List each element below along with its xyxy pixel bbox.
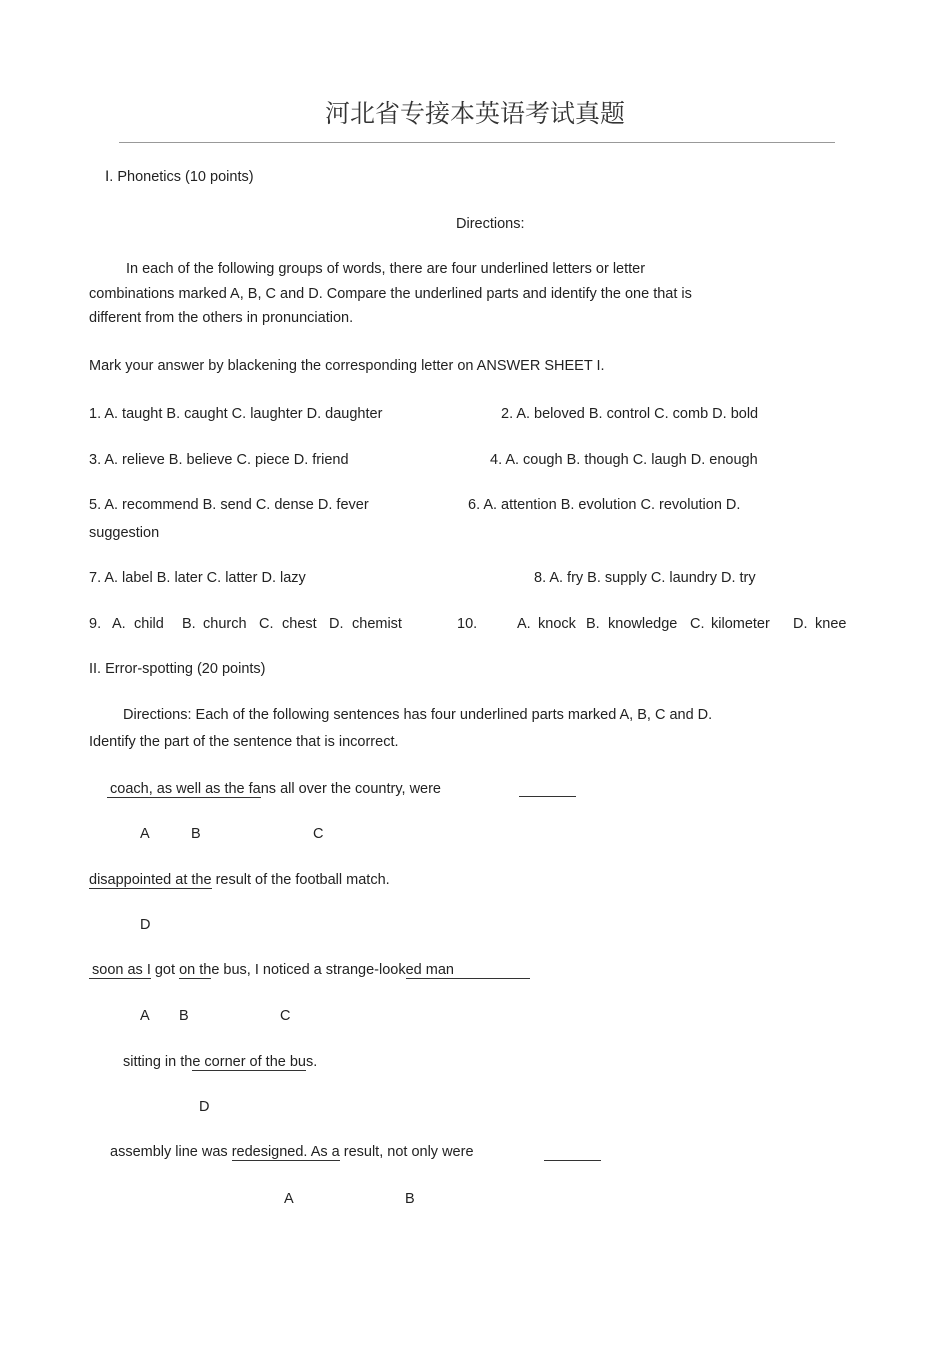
question-9-option-letter: B. xyxy=(182,616,196,632)
question-10-option-letter: C. xyxy=(690,616,705,632)
sentence-2-text-3: sitting in th xyxy=(123,1054,193,1070)
phonetics-directions-line-1: In each of the following groups of words, there are four underlined letters or letter xyxy=(126,261,646,277)
sentence-2-underline-c: ed man xyxy=(406,962,530,979)
sentence-2-label-b: B xyxy=(179,1008,189,1024)
sentence-2-line-1 xyxy=(89,961,530,979)
sentence-1-underline-ab: coach, as well as the fa xyxy=(107,781,261,798)
question-10-option-letter: D. xyxy=(793,616,808,632)
question-5: 5. A. recommend B. send C. dense D. fever xyxy=(89,497,369,513)
question-9-option: chest xyxy=(282,616,317,632)
question-10-option: knock xyxy=(538,616,576,632)
sentence-2-text-4: s. xyxy=(306,1054,318,1070)
sentence-1-label-a: A xyxy=(140,826,150,842)
sentence-1-underline-d: disappointed at the xyxy=(89,872,212,888)
question-10-option: knowledge xyxy=(608,616,678,632)
sentence-1-label-b: B xyxy=(191,826,201,842)
question-6: 6. A. attention B. evolution C. revolution D. xyxy=(468,497,741,513)
phonetics-mark-instruction: Mark your answer by blackening the corresponding letter on ANSWER SHEET I. xyxy=(89,358,605,374)
phonetics-directions-line-2: combinations marked A, B, C and D. Compare the underlined parts and identify the one that is xyxy=(89,286,692,302)
question-3: 3. A. relieve B. believe C. piece D. friend xyxy=(89,452,349,468)
question-7: 7. A. label B. later C. latter D. lazy xyxy=(89,570,306,586)
sentence-1-line-1 xyxy=(107,780,441,798)
sentence-3-underline-ab: redesigned. As a xyxy=(231,1144,340,1160)
question-10-option-letter: A. xyxy=(517,616,531,632)
sentence-1-text: ns all over the country, were xyxy=(260,781,441,797)
sentence-2-text-2: e bus, I noticed a strange-look xyxy=(211,962,406,978)
sentence-3-label-b: B xyxy=(405,1191,415,1207)
sentence-1-blank xyxy=(519,796,576,797)
sentence-2-underline-b: on th xyxy=(179,962,212,978)
sentence-2-underline-d: e corner of the bu xyxy=(192,1054,306,1070)
sentence-3-line-1 xyxy=(110,1143,474,1161)
question-9-option-letter: A. xyxy=(112,616,126,632)
question-4: 4. A. cough B. though C. laugh D. enough xyxy=(490,452,758,468)
question-9-option-letter: D. xyxy=(329,616,344,632)
question-9-option: chemist xyxy=(352,616,402,632)
sentence-1-label-d: D xyxy=(140,917,151,933)
question-9-option: church xyxy=(203,616,247,632)
question-9-option: child xyxy=(134,616,164,632)
sentence-2-label-c: C xyxy=(280,1008,291,1024)
question-10-option: knee xyxy=(815,616,847,632)
sentence-3-text-2: result, not only were xyxy=(339,1144,474,1160)
sentence-3-text: assembly line was xyxy=(110,1144,232,1160)
question-9-number: 9. xyxy=(89,616,102,632)
question-10-option-letter: B. xyxy=(586,616,600,632)
question-10-option: kilometer xyxy=(711,616,770,632)
title-divider xyxy=(119,142,835,143)
phonetics-heading: Ⅰ. Phonetics (10 points) xyxy=(105,169,254,185)
question-6-continued: suggestion xyxy=(89,525,160,541)
sentence-1-label-c: C xyxy=(313,826,324,842)
question-9-option-letter: C. xyxy=(259,616,274,632)
question-10-number: 10. xyxy=(457,616,478,632)
page-title: 河北省专接本英语考试真题 xyxy=(324,99,625,128)
sentence-3-label-a: A xyxy=(284,1191,294,1207)
question-2: 2. A. beloved B. control C. comb D. bold xyxy=(501,406,759,422)
error-spotting-directions-line-1: Directions: Each of the following sentences has four underlined parts marked A, B, C and D. xyxy=(123,707,713,723)
error-spotting-directions-line-2: Identify the part of the sentence that is incorrect. xyxy=(89,734,399,750)
sentence-2-underline-a: soon as I xyxy=(89,962,151,979)
sentence-2-label-d: D xyxy=(199,1099,210,1115)
sentence-1-line-2 xyxy=(89,871,390,889)
question-8: 8. A. fry B. supply C. laundry D. try xyxy=(534,570,756,586)
sentence-3-blank xyxy=(544,1160,601,1161)
phonetics-directions-line-3: different from the others in pronunciation. xyxy=(89,310,354,326)
sentence-1-text-2: result of the football match. xyxy=(211,872,390,888)
error-spotting-heading: II. Error-spotting (20 points) xyxy=(89,661,266,677)
sentence-2-text: got xyxy=(150,962,180,978)
question-1: 1. A. taught B. caught C. laughter D. daughter xyxy=(89,406,383,422)
sentence-2-line-2 xyxy=(123,1053,317,1071)
sentence-2-label-a: A xyxy=(140,1008,150,1024)
phonetics-directions-label: Directions: xyxy=(456,216,525,232)
